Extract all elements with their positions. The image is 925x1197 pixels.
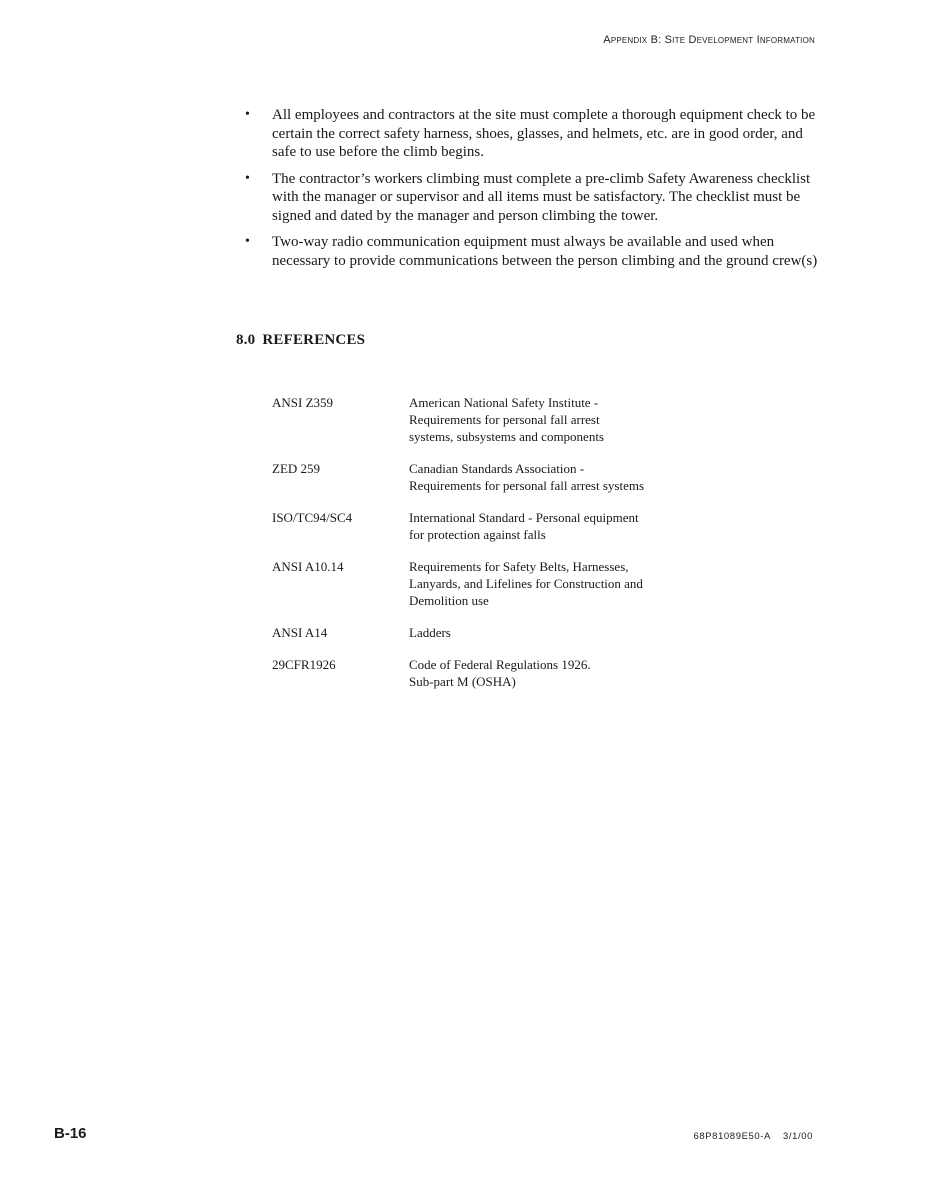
table-row — [272, 509, 709, 558]
table-row — [272, 394, 709, 460]
reference-code: ISO/TC94/SC4 — [272, 510, 353, 525]
bullet-icon: • — [245, 234, 250, 249]
reference-line: Lanyards, and Lifelines for Construction and — [409, 576, 643, 591]
table-row — [272, 624, 709, 656]
reference-description — [409, 509, 709, 558]
bullet-text: The contractor’s workers climbing must complete a pre-climb Safety Awareness checklist with the manager or supervisor and all items must be satisfactory. The checklist must be signed and dated by the manager and person climbing the tower. — [272, 170, 811, 224]
table-row — [272, 656, 709, 705]
table-row — [272, 460, 709, 509]
reference-description — [409, 656, 709, 705]
reference-description — [409, 624, 709, 656]
reference-line: Ladders — [409, 625, 451, 640]
reference-line: systems, subsystems and components — [409, 429, 604, 444]
reference-line: Code of Federal Regulations 1926. — [409, 657, 591, 672]
bullet-list — [240, 106, 830, 278]
bullet-icon: • — [245, 107, 250, 122]
running-header: Appendix B: Site Development Information — [603, 34, 815, 46]
bullet-icon: • — [245, 170, 250, 186]
bullet-text: Two-way radio communication equipment must always be available and used when necessary to provide communications between the person climbing and the ground crew(s) — [272, 234, 818, 269]
bullet-text: All employees and contractors at the site must complete a thorough equipment check to be certain the correct safety harness, shoes, glasses, and helmets, etc. are in good order, and safe to use before the climb begins. — [272, 107, 816, 160]
reference-line: Requirements for personal fall arrest systems — [409, 478, 645, 493]
section-title: REFERENCES — [262, 332, 366, 348]
reference-line: Demolition use — [409, 593, 489, 608]
bullet-item — [240, 233, 830, 270]
reference-code: ANSI Z359 — [272, 395, 334, 410]
reference-line: Requirements for personal fall arrest — [409, 412, 600, 427]
reference-description — [409, 394, 709, 460]
references-table — [272, 394, 709, 705]
section-heading — [236, 332, 365, 349]
reference-code: ANSI A14 — [272, 625, 328, 640]
footer-page-number: B-16 — [54, 1125, 87, 1142]
reference-line: Sub-part M (OSHA) — [409, 674, 516, 689]
bullet-item — [240, 106, 830, 162]
reference-line: Requirements for Safety Belts, Harnesses, — [409, 559, 629, 574]
reference-line: Canadian Standards Association - — [409, 461, 585, 476]
footer-date: 3/1/00 — [782, 1131, 813, 1142]
reference-line: International Standard - Personal equipment — [409, 510, 639, 525]
reference-description — [409, 558, 709, 624]
reference-code: ANSI A10.14 — [272, 559, 344, 574]
reference-description — [409, 460, 709, 509]
reference-code: 29CFR1926 — [272, 657, 336, 672]
table-row — [272, 558, 709, 624]
reference-code: ZED 259 — [272, 461, 321, 476]
reference-line: for protection against falls — [409, 527, 546, 542]
section-number: 8.0 — [236, 332, 256, 348]
bullet-item — [240, 170, 830, 226]
footer-document-info — [693, 1131, 813, 1142]
reference-line: American National Safety Institute - — [409, 395, 599, 410]
footer-doc-number: 68P81089E50-A — [693, 1131, 771, 1142]
